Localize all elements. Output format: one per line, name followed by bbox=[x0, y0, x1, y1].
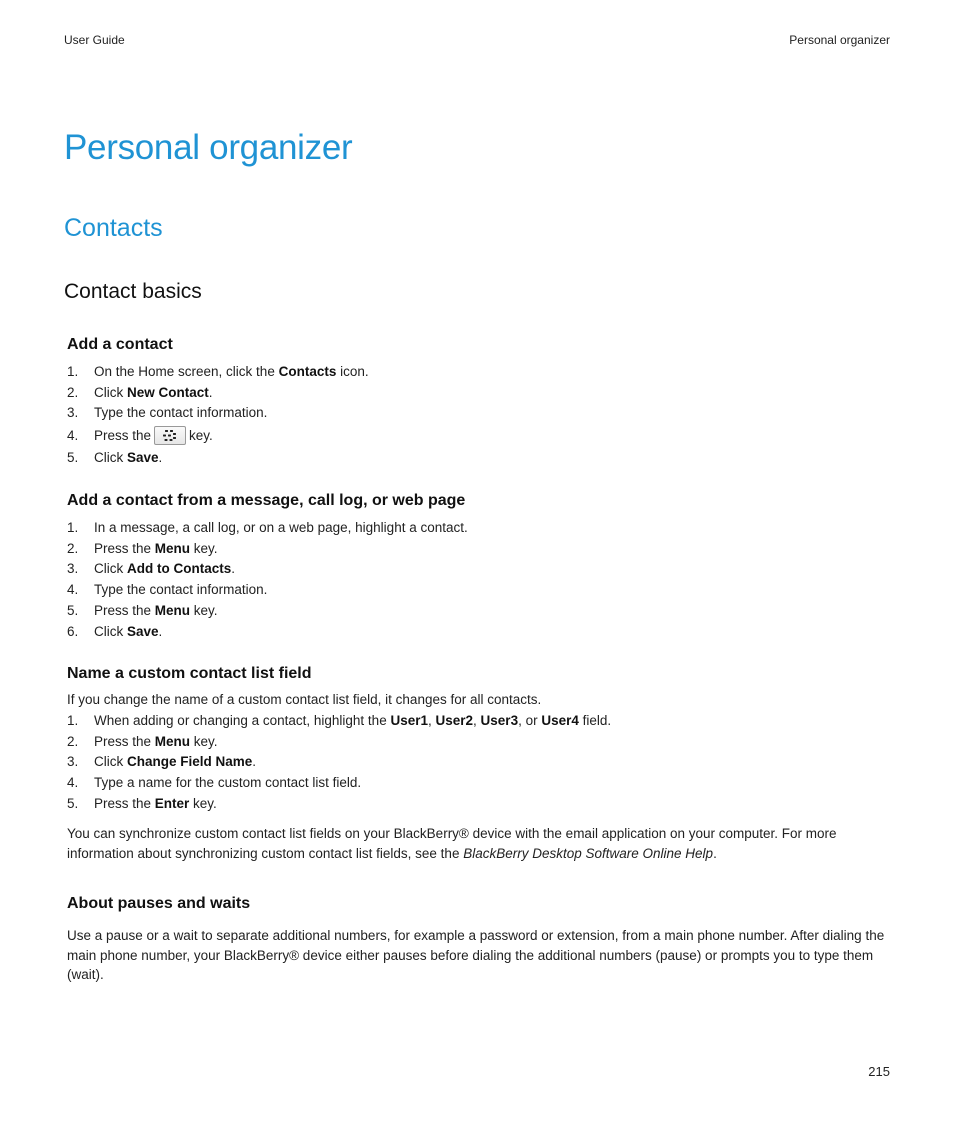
step-text: field. bbox=[578, 713, 612, 728]
step-number: 5. bbox=[67, 795, 79, 811]
step-text: key. bbox=[189, 795, 217, 811]
list-item bbox=[67, 403, 897, 424]
step-text: Click bbox=[94, 623, 127, 639]
pauses-body: Use a pause or a wait to separate additional numbers, for example a password or extension, from a main phone number. After dialing the main phone number, your BlackBerry® device either pauses before dialing the additional numbers (pause) or prompts you to type them (wait). bbox=[67, 928, 885, 982]
list-item bbox=[67, 773, 897, 794]
step-number: 2. bbox=[67, 540, 79, 556]
step-number: 5. bbox=[67, 602, 79, 618]
step-text: . bbox=[252, 754, 257, 770]
add-from-message-heading: Add a contact from a message, call log, or web page bbox=[67, 492, 466, 509]
list-item bbox=[67, 539, 897, 560]
subsection-heading: Contact basics bbox=[64, 280, 202, 303]
step-text: Click bbox=[94, 754, 127, 770]
field-user1: User1 bbox=[390, 713, 428, 728]
step-text: key. bbox=[189, 428, 213, 444]
step-bold: Save bbox=[127, 623, 159, 639]
step-text: Press the bbox=[94, 733, 155, 749]
list-item bbox=[67, 794, 897, 815]
list-item bbox=[67, 601, 897, 622]
list-item bbox=[67, 383, 897, 404]
add-from-message-steps bbox=[67, 518, 897, 642]
pauses-heading: About pauses and waits bbox=[67, 895, 251, 912]
step-bold: Change Field Name bbox=[127, 754, 253, 770]
desktop-help-reference: BlackBerry Desktop Software Online Help bbox=[463, 845, 714, 861]
field-user2: User2 bbox=[435, 713, 474, 728]
list-item bbox=[67, 448, 897, 469]
step-bold: New Contact bbox=[127, 384, 209, 400]
step-text: Press the bbox=[94, 602, 155, 618]
list-item bbox=[67, 732, 897, 753]
step-text: . bbox=[158, 450, 163, 466]
sync-note bbox=[67, 824, 893, 863]
step-bold: Enter bbox=[154, 795, 190, 811]
add-contact-steps bbox=[67, 362, 897, 469]
step-number: 4. bbox=[67, 428, 79, 444]
add-contact-heading: Add a contact bbox=[67, 336, 173, 353]
blackberry-menu-key-icon bbox=[154, 426, 186, 445]
step-text: . bbox=[208, 384, 213, 400]
step-text: key. bbox=[190, 733, 218, 749]
step-number: 6. bbox=[67, 623, 79, 639]
list-item bbox=[67, 711, 897, 732]
step-number: 3. bbox=[67, 561, 79, 577]
sync-note-text: . bbox=[713, 845, 717, 861]
page-number: 215 bbox=[868, 1064, 890, 1079]
list-item bbox=[67, 622, 897, 643]
separator: , bbox=[427, 713, 436, 728]
step-bold: Add to Contacts bbox=[127, 561, 232, 577]
list-item bbox=[67, 362, 897, 383]
step-text: Press the bbox=[94, 428, 152, 444]
separator: , or bbox=[518, 713, 542, 728]
step-text: key. bbox=[190, 540, 218, 556]
step-number: 3. bbox=[67, 405, 79, 421]
step-bold: Menu bbox=[154, 602, 191, 618]
step-number: 3. bbox=[67, 754, 79, 770]
step-text: icon. bbox=[336, 364, 369, 379]
step-text: On the Home screen, click the bbox=[94, 364, 279, 379]
step-number: 4. bbox=[67, 775, 79, 791]
step-text: In a message, a call log, or on a web page, highlight a contact. bbox=[94, 520, 468, 535]
step-text: When adding or changing a contact, highlight the bbox=[94, 713, 391, 728]
step-bold: Menu bbox=[154, 540, 191, 556]
field-user4: User4 bbox=[541, 713, 579, 728]
section-heading: Contacts bbox=[64, 214, 163, 242]
step-number: 4. bbox=[67, 582, 79, 598]
step-text: . bbox=[158, 623, 163, 639]
step-number: 1. bbox=[67, 364, 79, 379]
custom-field-heading: Name a custom contact list field bbox=[67, 665, 312, 682]
step-bold: Save bbox=[127, 450, 159, 466]
step-bold: Contacts bbox=[278, 364, 337, 379]
step-number: 1. bbox=[67, 713, 79, 728]
step-text: Type the contact information. bbox=[94, 582, 268, 598]
step-text: Click bbox=[94, 384, 127, 400]
step-text: key. bbox=[190, 602, 218, 618]
sync-note-text: You can synchronize custom contact list fields on your BlackBerry® device with the email application on your computer. For more information about synchronizing custom contact list fields, see the bbox=[67, 826, 837, 861]
page-title: Personal organizer bbox=[64, 128, 353, 167]
running-header-right: Personal organizer bbox=[789, 33, 890, 47]
custom-field-intro: If you change the name of a custom contact list field, it changes for all contacts. bbox=[67, 692, 542, 707]
step-number: 2. bbox=[67, 733, 79, 749]
step-bold: Menu bbox=[154, 733, 191, 749]
list-item bbox=[67, 559, 897, 580]
custom-field-steps bbox=[67, 711, 897, 815]
step-text: Press the bbox=[94, 795, 155, 811]
step-number: 2. bbox=[67, 384, 79, 400]
running-header-left: User Guide bbox=[64, 33, 125, 47]
list-item bbox=[67, 580, 897, 601]
step-text: . bbox=[231, 561, 236, 577]
field-user3: User3 bbox=[480, 713, 519, 728]
step-text: Type a name for the custom contact list field. bbox=[94, 775, 362, 791]
list-item bbox=[67, 752, 897, 773]
step-number: 1. bbox=[67, 520, 79, 535]
step-text: Click bbox=[94, 561, 127, 577]
step-text: Click bbox=[94, 450, 127, 466]
step-text: Type the contact information. bbox=[94, 405, 268, 421]
separator: , bbox=[473, 713, 481, 728]
step-number: 5. bbox=[67, 450, 79, 466]
list-item bbox=[67, 424, 897, 448]
step-text: Press the bbox=[94, 540, 155, 556]
list-item bbox=[67, 518, 897, 539]
